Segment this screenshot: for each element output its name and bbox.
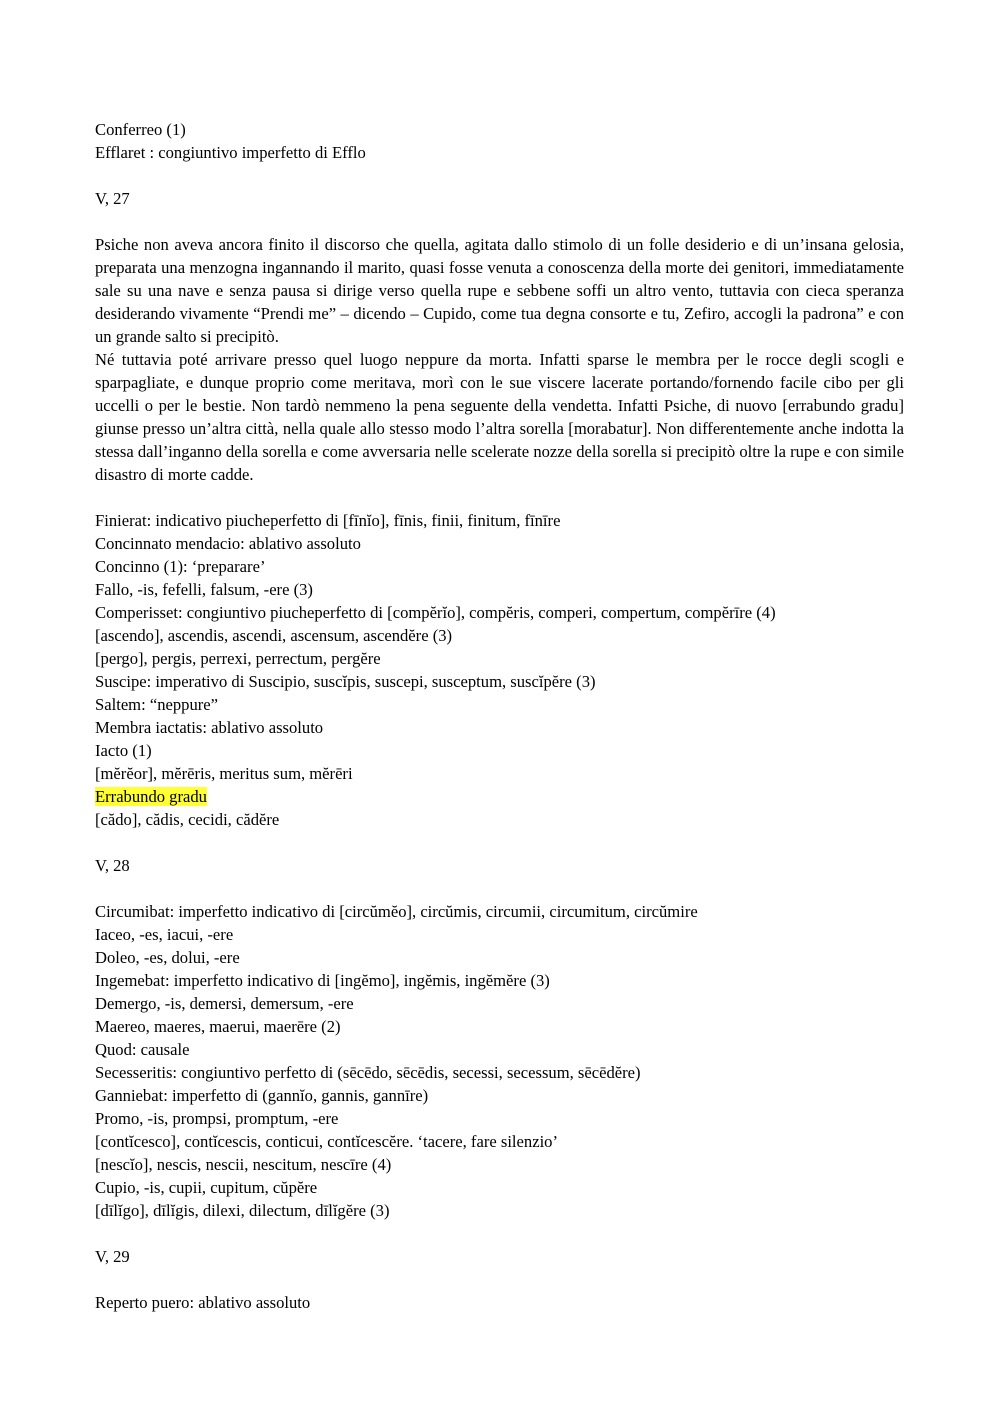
note-line: Efflaret : congiuntivo imperfetto di Efflo	[95, 143, 366, 162]
vocab-line: Finierat: indicativo piucheperfetto di [fīnĭo], fīnis, finii, finitum, fīnīre	[95, 511, 561, 530]
section-heading-29: V, 29	[95, 1247, 130, 1266]
spacer	[95, 210, 904, 233]
spacer	[95, 1268, 904, 1291]
vocab-line: [cădo], cădis, cecidi, cădĕre	[95, 810, 280, 829]
vocab-line: Maereo, maeres, maerui, maerēre (2)	[95, 1017, 341, 1036]
vocab-line: [pergo], pergis, perrexi, perrectum, pergĕre	[95, 649, 381, 668]
vocab-line: Ingemebat: imperfetto indicativo di [ingĕmo], ingĕmis, ingĕmĕre (3)	[95, 971, 550, 990]
highlighted-line	[95, 785, 904, 808]
vocab-line: Saltem: “neppure”	[95, 695, 219, 714]
vocab-line: Iacto (1)	[95, 741, 152, 760]
vocab-line: Demergo, -is, demersi, demersum, -ere	[95, 994, 354, 1013]
vocab-line: Concinnato mendacio: ablativo assoluto	[95, 534, 361, 553]
spacer	[95, 831, 904, 854]
vocab-line: Circumibat: imperfetto indicativo di [circŭmĕo], circŭmis, circumii, circumitum, circŭmire	[95, 902, 698, 921]
vocab-line: Comperisset: congiuntivo piucheperfetto di [compĕrĭo], compĕris, comperi, compertum, compĕrīre (4)	[95, 603, 776, 622]
vocab-line: [contĭcesco], contĭcescis, conticui, contĭcescĕre. ‘tacere, fare silenzio’	[95, 1132, 558, 1151]
translation-paragraph-2: Né tuttavia poté arrivare presso quel luogo neppure da morta. Infatti sparse le membra per le rocce degli scogli e sparpagliate, e dunque proprio come meritava, morì con le sue viscere lacerate portando/fornendo facile cibo per gli uccelli o per le bestie. Non tardò nemmeno la pena seguente della vendetta. Infatti Psiche, di nuovo [errabundo gradu] giunse presso un’altra città, nella quale allo stesso modo l’altra sorella [morabatur]. Non differentemente anche indotta la stessa dall’inganno della sorella e come avversaria nelle scelerate nozze della sorella si precipitò oltre la rupe e con simile disastro di morte cadde.	[95, 350, 904, 484]
vocab-line: Membra iactatis: ablativo assoluto	[95, 718, 324, 737]
vocab-line: Cupio, -is, cupii, cupitum, cŭpĕre	[95, 1178, 318, 1197]
vocab-line: Fallo, -is, fefelli, falsum, -ere (3)	[95, 580, 313, 599]
spacer	[95, 1222, 904, 1245]
vocab-line: [dīlĭgo], dīlĭgis, dilexi, dilectum, dīlĭgĕre (3)	[95, 1201, 390, 1220]
vocab-line: Quod: causale	[95, 1040, 190, 1059]
vocab-line: Secesseritis: congiuntivo perfetto di (sēcēdo, sēcēdis, secessi, secessum, sēcēdĕre)	[95, 1063, 641, 1082]
vocab-line: Concinno (1): ‘preparare’	[95, 557, 266, 576]
vocab-line: Suscipe: imperativo di Suscipio, suscĭpis, suscepi, susceptum, suscĭpĕre (3)	[95, 672, 596, 691]
spacer	[95, 877, 904, 900]
vocab-line: [nescĭo], nescis, nescii, nescitum, nescīre (4)	[95, 1155, 392, 1174]
vocab-line: Ganniebat: imperfetto di (gannĭo, gannis, gannīre)	[95, 1086, 429, 1105]
vocab-line: [mĕrĕor], mĕrēris, meritus sum, mĕrēri	[95, 764, 353, 783]
section-heading-28: V, 28	[95, 856, 130, 875]
section-heading-27: V, 27	[95, 189, 130, 208]
vocab-line: [ascendo], ascendis, ascendi, ascensum, ascendĕre (3)	[95, 626, 453, 645]
vocab-line: Doleo, -es, dolui, -ere	[95, 948, 240, 967]
vocab-line: Iaceo, -es, iacui, -ere	[95, 925, 234, 944]
document-page	[95, 118, 904, 1314]
highlighted-text: Errabundo gradu	[95, 787, 207, 806]
note-line: Conferreo (1)	[95, 120, 186, 139]
translation-paragraph-1: Psiche non aveva ancora finito il discorso che quella, agitata dallo stimolo di un folle desiderio e di un’insana gelosia, preparata una menzogna ingannando il marito, quasi fosse venuta a conoscenza della morte dei genitori, immediatamente sale su una nave e senza pausa si dirige verso quella rupe e sebbene soffi un altro vento, tuttavia con cieca speranza desiderando vivamente “Prendi me” – dicendo – Cupido, come tua degna consorte e tu, Zefiro, accogli la padrona” e con un grande salto si precipitò.	[95, 235, 904, 346]
vocab-line: Promo, -is, prompsi, promptum, -ere	[95, 1109, 339, 1128]
spacer	[95, 164, 904, 187]
vocab-line: Reperto puero: ablativo assoluto	[95, 1293, 311, 1312]
spacer	[95, 486, 904, 509]
